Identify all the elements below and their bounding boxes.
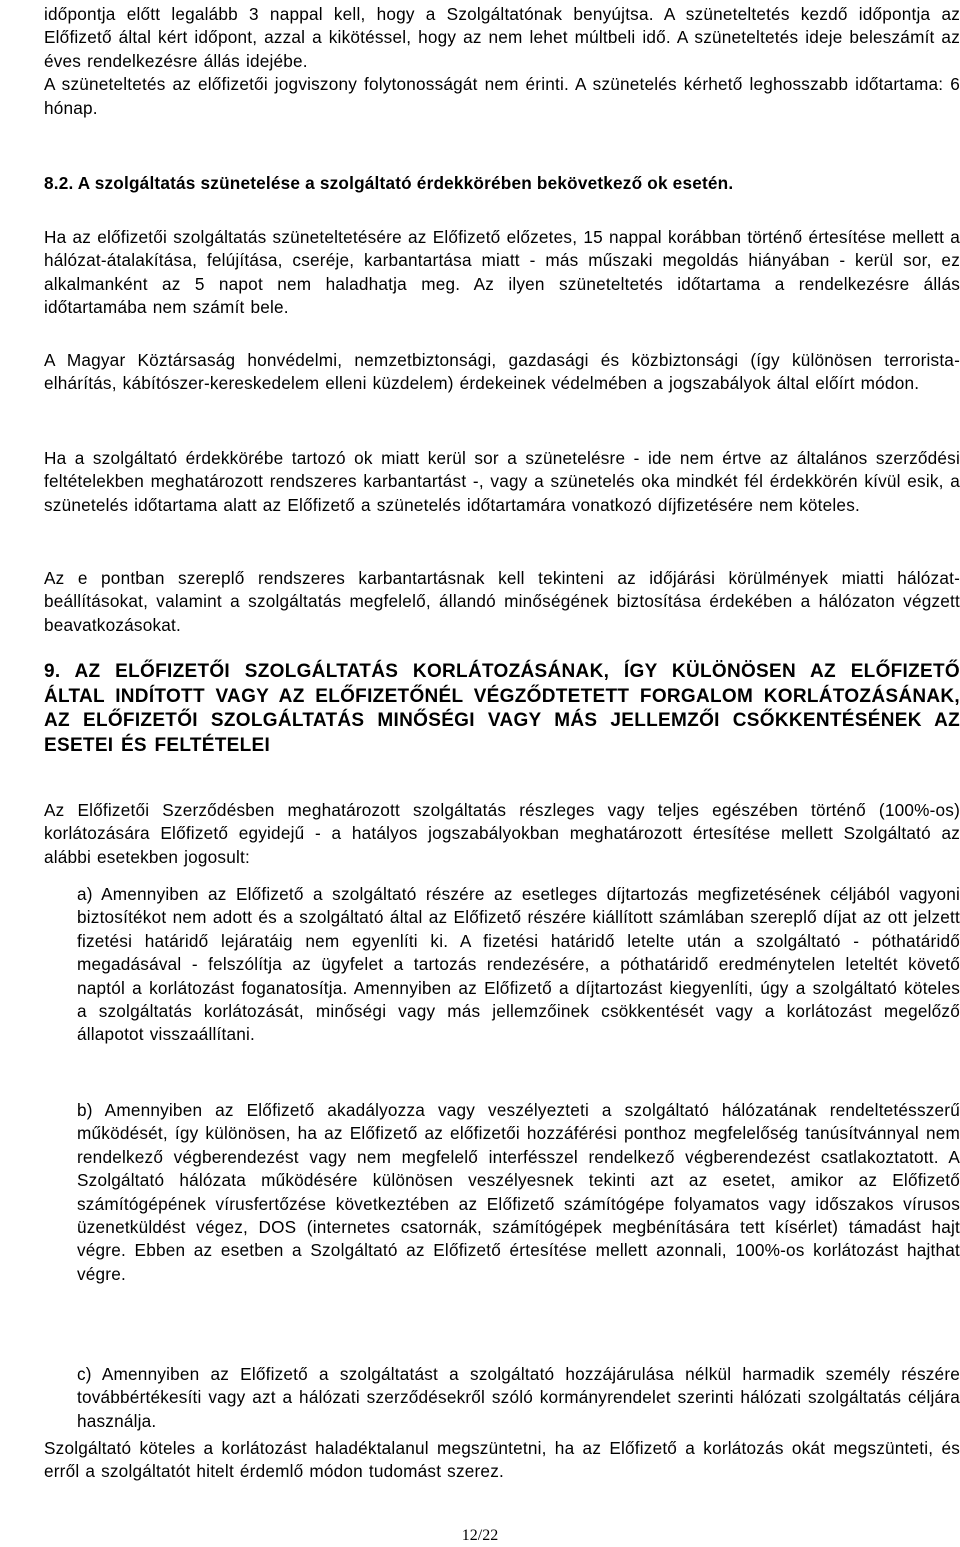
section-9-item-a: a) Amennyiben az Előfizető a szolgáltató részére az esetleges díjtartozás megfizetésének céljából vagyoni biztosítékot nem adott és a szolgáltató által az Előfizető részére kiállított számlában szereplő díjat az ott jelzett fizetési határidő lejáratáig nem egyenlíti ki. A fizetési határidő letelte után a szolgáltató - póthatáridő megadásával - felszólítja az ügyfelet a tartozás rendezésére, a póthatáridő eredménytelen leteltét követő naptól a korlátozást foganatosítja. Amennyiben az Előfizető a díjtartozást kiegyenlíti, úgy a szolgáltató köteles a szolgáltatás korlátozását, minőségi vagy más jellemzőinek csökkentését vagy a korlátozást megelőző állapotot visszaállítani. [77, 884, 960, 1045]
section-8-2-heading: 8.2. A szolgáltatás szünetelése a szolgáltató érdekkörében bekövetkező ok esetén. [44, 173, 734, 193]
intro-paragraph [44, 3, 960, 120]
section-8-2-paragraph-4: Az e pontban szereplő rendszeres karbantartásnak kell tekinteni az időjárási körülmények miatti hálózat-beállításokat, valamint a szolgáltatás megfelelő, állandó minőségének biztosítása érdekében a hálózaton végzett beavatkozásokat. [44, 568, 960, 635]
section-9-intro: Az Előfizetői Szerződésben meghatározott szolgáltatás részleges vagy teljes egészében történő (100%-os) korlátozására Előfizető egyidejű - a hatályos jogszabályokban meghatározott értesítése mellett Szolgáltató az alábbi esetekben jogosult: [44, 800, 960, 867]
intro-paragraph-part-1: időpontja előtt legalább 3 nappal kell, hogy a Szolgáltatónak benyújtsa. A szüneteltetés kezdő időpontja az Előfizető által kért időpont, azzal a kikötéssel, hogy az nem lehet múltbeli idő. A szüneteltetés ideje beleszámít az éves rendelkezésre állás idejébe. [44, 4, 960, 71]
section-9-closing: Szolgáltató köteles a korlátozást haladéktalanul megszüntetni, ha az Előfizető a korlátozás okát megszünteti, és erről a szolgáltatót hitelt érdemlő módon tudomást szerez. [44, 1438, 960, 1482]
intro-paragraph-part-2: A szüneteltetés az előfizetői jogviszony folytonosságát nem érinti. A szünetelés kérhető leghosszabb időtartama: 6 hónap. [44, 74, 960, 118]
section-8-2-paragraph-2: A Magyar Köztársaság honvédelmi, nemzetbiztonsági, gazdasági és közbiztonsági (így különösen terrorista-elhárítás, kábítószer-kereskedelem elleni küzdelem) érdekeinek védelmében a jogszabályok által előírt módon. [44, 350, 960, 394]
section-9-heading: 9. AZ ELŐFIZETŐI SZOLGÁLTATÁS KORLÁTOZÁSÁNAK, ÍGY KÜLÖNÖSEN AZ ELŐFIZETŐ ÁLTAL INDÍTOTT VAGY AZ ELŐFIZETŐNÉL VÉGZŐDTETETT FORGALOM KORLÁTOZÁSÁNAK, AZ ELŐFIZETŐI SZOLGÁLTATÁS MINŐSÉGI VAGY MÁS JELLEMZŐI CSŐKKENTÉSÉNEK AZ ESETEI ÉS FELTÉTELEI [44, 661, 960, 756]
section-8-2-paragraph-1: Ha az előfizetői szolgáltatás szüneteltetésére az Előfizető előzetes, 15 nappal korábban történő értesítése mellett a hálózat-átalakítása, felújítása, cseréje, karbantartása miatt - más műszaki megoldás hiányában - kerül sor, ez alkalmanként az 5 napot nem haladhatja meg. Az ilyen szüneteltetés időtartama a rendelkezésre állás időtartamába nem számít bele. [44, 227, 960, 318]
section-9-item-b: b) Amennyiben az Előfizető akadályozza vagy veszélyezteti a szolgáltató hálózatának rendeltetésszerű működését, így különösen, ha az Előfizető az előfizetői hozzáférési ponthoz megfelelőség tanúsítvánnyal nem rendelkező végberendezést vagy nem megfelelő interfésszel rendelkező végberendezést csatlakoztatott. A Szolgáltató hálózata működésére különösen veszélyesnek tekinti azt az esetet, amikor az Előfizető számítógépének vírusfertőzése következtében az Előfizető számítógépe folyamatos vagy időszakos vírusos üzenetküldést végez, DOS (internetes csatornák, számítógépek megbénítására tett kísérlet) támadást hajt végre. Ebben az esetben a Szolgáltató az Előfizető értesítése mellett azonnali, 100%-os korlátozást hajthat végre. [77, 1100, 960, 1284]
section-9-item-c: c) Amennyiben az Előfizető a szolgáltatást a szolgáltató hozzájárulása nélkül harmadik személy részére továbbértékesíti vagy azt a hálózati szerződésekről szóló kormányrendelet szerinti hálózati szolgáltatás céljára használja. [77, 1364, 960, 1431]
page-number: 12/22 [461, 1527, 499, 1544]
section-8-2-paragraph-3: Ha a szolgáltató érdekkörébe tartozó ok miatt kerül sor a szünetelésre - ide nem értve az általános szerződési feltételekben meghatározott rendszeres karbantartást -, vagy a szünetelés oka mindkét fél érdekkörén kívül esik, a szünetelés időtartama alatt az Előfizető a szünetelés időtartamára vonatkozó díjfizetésére nem köteles. [44, 448, 960, 515]
